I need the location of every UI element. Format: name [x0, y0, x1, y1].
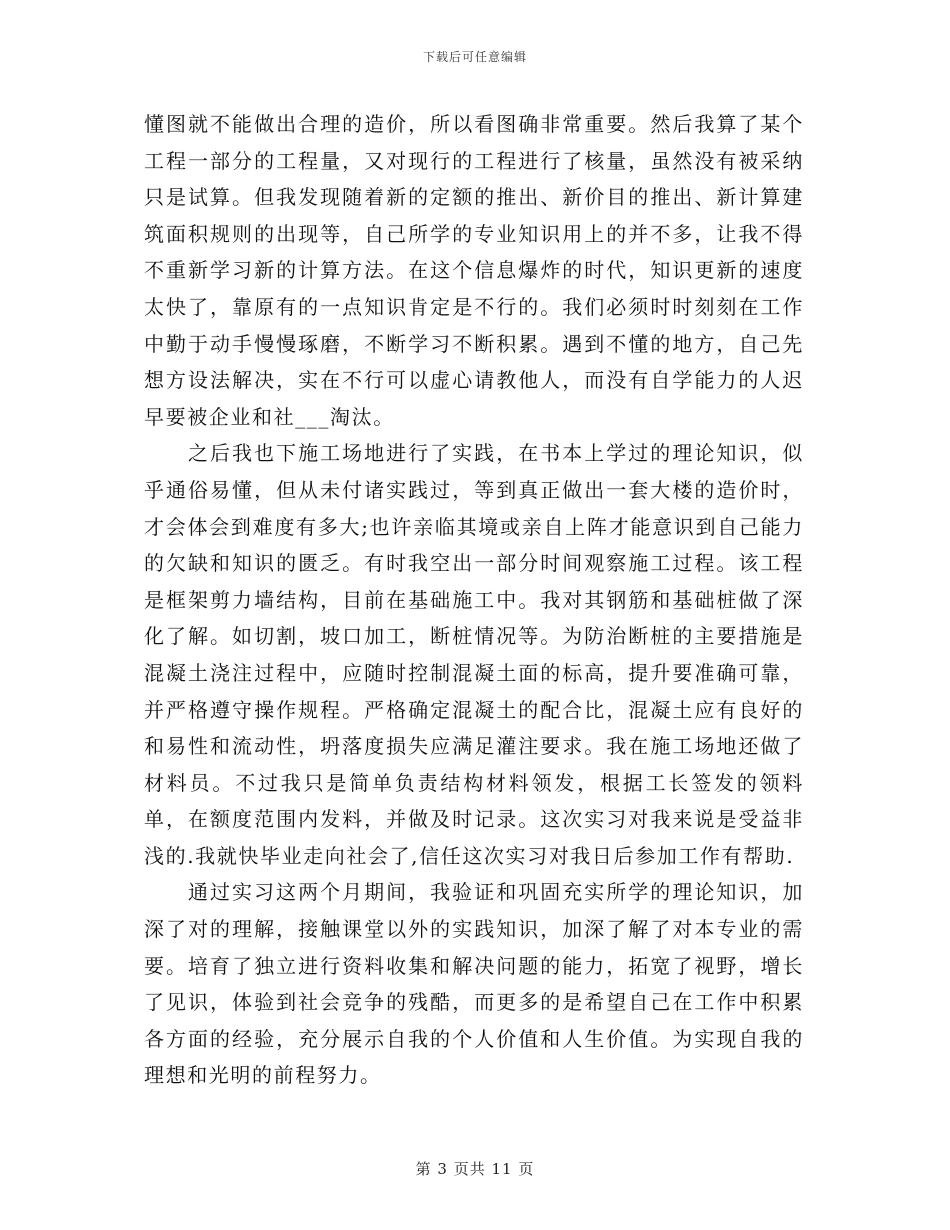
paragraph-2: 之后我也下施工场地进行了实践，在书本上学过的理论知识，似乎通俗易懂，但从未付诸实践过，等到真正做出一套大楼的造价时，才会体会到难度有多大;也许亲临其境或亲自上阵才能意识到自己能力的欠缺和知识的匮乏。有时我空出一部分时间观察施工过程。该工程是框架剪力墙结构，目前在基础施工中。我对其钢筋和基础桩做了深化了解。如切割，坡口加工，断桩情况等。为防治断桩的主要措施是混凝土浇注过程中，应随时控制混凝土面的标高，提升要准确可靠，并严格遵守操作规程。严格确定混凝土的配合比，混凝土应有良好的和易性和流动性，坍落度损失应满足灌注要求。我在施工场地还做了材料员。不过我只是简单负责结构材料领发，根据工长签发的领料单，在额度范围内发料，并做及时记录。这次实习对我来说是受益非浅的.我就快毕业走向社会了,信任这次实习对我日后参加工作有帮助. [144, 441, 804, 868]
paragraph-1: 懂图就不能做出合理的造价，所以看图确非常重要。然后我算了某个工程一部分的工程量，又对现行的工程进行了核量，虽然没有被采纳只是试算。但我发现随着新的定额的推出、新价目的推出、新计算建筑面积规则的出现等，自己所学的专业知识用上的并不多，让我不得不重新学习新的计算方法。在这个信息爆炸的时代，知识更新的速度太快了，靠原有的一点知识肯定是不行的。我们必须时时刻刻在工作中勤于动手慢慢琢磨，不断学习不断积累。遇到不懂的地方，自己先想方设法解决，实在不行可以虚心请教他人，而没有自学能力的人迟早要被企业和社___淘汰。 [144, 112, 804, 429]
paragraph-3: 通过实习这两个月期间，我验证和巩固充实所学的理论知识，加深了对的理解，接触课堂以外的实践知识，加深了解了对本专业的需要。培育了独立进行资料收集和解决问题的能力，拓宽了视野，增长了见识，体验到社会竞争的残酷，而更多的是希望自己在工作中积累各方面的经验，充分展示自我的个人价值和人生价值。为实现自我的理想和光明的前程努力。 [144, 880, 804, 1088]
page-header: 下载后可任意编辑 [422, 50, 527, 64]
page-number: 第 3 页共 11 页 [415, 1160, 535, 1178]
document-body [144, 106, 804, 1094]
